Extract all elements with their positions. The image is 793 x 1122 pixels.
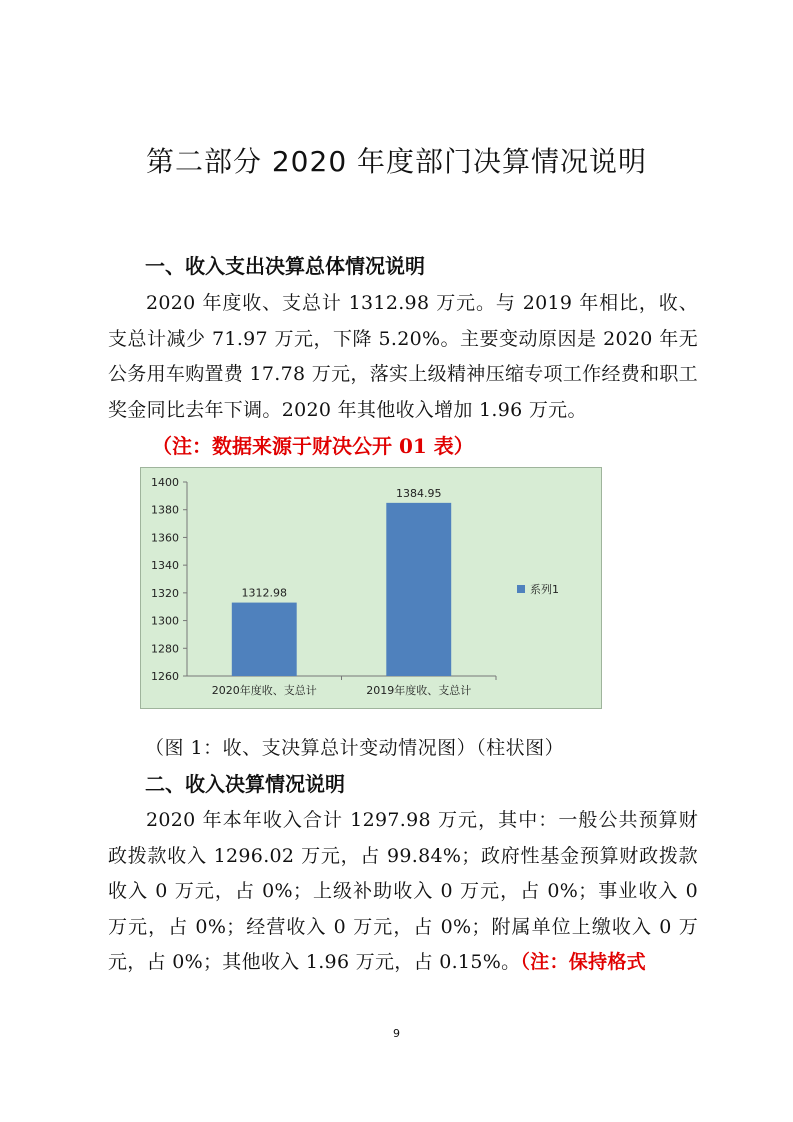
section2-heading: 二、收入决算情况说明 — [145, 772, 345, 796]
section1-paragraph — [108, 286, 698, 428]
bar — [386, 503, 451, 676]
y-tick-label: 1300 — [151, 614, 179, 628]
y-tick-label: 1320 — [151, 586, 179, 600]
data-label: 1384.95 — [396, 486, 442, 500]
bar-chart-svg — [141, 468, 601, 708]
data-source-note: （注：数据来源于财决公开 01 表） — [152, 434, 474, 458]
legend-label: 系列1 — [530, 583, 559, 596]
y-tick-label: 1280 — [151, 642, 179, 656]
x-tick-label: 2020年度收、支总计 — [211, 684, 317, 697]
section2-text — [108, 803, 698, 981]
data-label: 1312.98 — [241, 586, 287, 600]
section1-text: 2020 年度收、支总计 1312.98 万元。与 2019 年相比，收、支总计减少 71.97 万元，下降 5.20%。主要变动原因是 2020 年无公务用车购置费 17.78 万元，落实上级精神压缩专项工作经费和职工奖金同比去年下调。2020 年其他收入增加 1.96 万元。 — [108, 292, 698, 421]
y-tick-label: 1400 — [151, 476, 179, 489]
y-tick-label: 1260 — [151, 670, 179, 683]
format-note: （注：保持格式 — [520, 951, 646, 973]
section1-heading: 一、收入支出决算总体情况说明 — [145, 254, 425, 278]
chart-caption: （图 1：收、支决算总计变动情况图）（柱状图） — [145, 737, 565, 759]
bar — [232, 603, 297, 676]
page-number: 9 — [393, 1027, 400, 1040]
y-tick-label: 1360 — [151, 531, 179, 545]
page-title: 第二部分 2020 年度部门决算情况说明 — [145, 145, 648, 178]
section2-paragraph — [108, 803, 698, 981]
y-tick-label: 1340 — [151, 559, 179, 573]
bar-chart — [140, 467, 602, 709]
x-tick-label: 2019年度收、支总计 — [366, 684, 472, 697]
section2-body: 2020 年本年收入合计 1297.98 万元，其中：一般公共预算财政拨款收入 1296.02 万元，占 99.84%；政府性基金预算财政拨款收入 0 万元，占 0%；上级补助收入 0 万元，占 0%；事业收入 0 万元，占 0%；经营收入 0 万元，占 0%；附属单位上缴收入 0 万元，占 0%；其他收入 1.96 万元，占 0.15%。 — [108, 809, 698, 973]
y-tick-label: 1380 — [151, 503, 179, 517]
legend-swatch — [517, 585, 525, 593]
